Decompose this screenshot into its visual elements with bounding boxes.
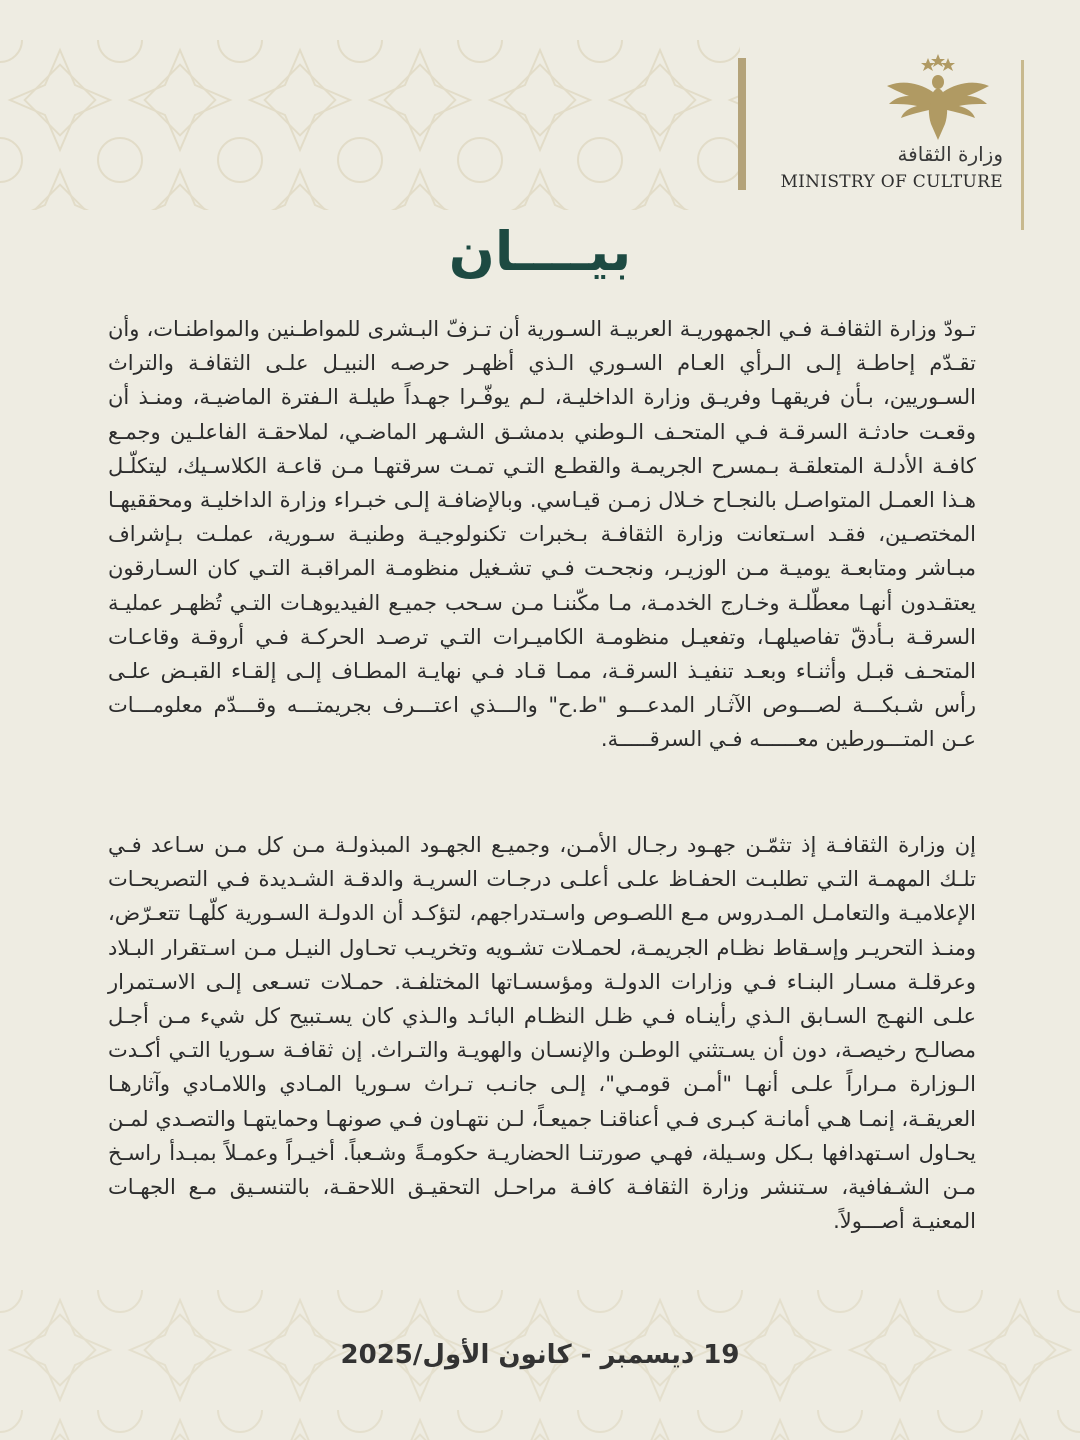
eagle-emblem-icon [883, 52, 993, 142]
gold-divider-line [1021, 60, 1024, 230]
statement-date: 19 ديسمبر - كانون الأول/2025 [340, 1340, 740, 1370]
gold-divider-bar [738, 58, 746, 190]
ministry-logo [780, 52, 1015, 202]
statement-paragraph-1: تـودّ وزارة الثقافـة فـي الجمهوريـة العربيـة السـورية أن تـزفّ البـشرى للمواطـنين والمواطنـات، وأن تقـدّم إحاطـة إلـى الـرأي العـام السـوري الـذي أظهـر حرصـه النبيـل علـى الثقافـة والتراث السـوريين، بـأن فريقهـا وفريـق وزارة الداخليـة، لـم يوفّـرا جهـداً طيلـة الـفترة الماضيـة، ومنـذ أن وقعـت حادثـة السرقـة فـي المتحـف الـوطني بدمشـق الشـهر الماضـي، لملاحقـة الفاعلـين وجمـع كافـة الأدلـة المتعلقـة بـمسرح الجريمـة والقطـع التـي تمـت سرقتهـا مـن قاعـة الكلاسـيك، ليتكلّـل هـذا العمـل المتواصـل بالنجـاح خـلال زمـن قيـاسي. وبالإضافـة إلـى خبـراء وزارة الداخليـة ومحققيهـا المختصـين، فقـد اسـتعانت وزارة الثقافـة بـخبرات تكنولوجيـة وطنيـة سـورية، عملـت بـإشراف مبـاشر ومتابعـة يوميـة مـن الوزيـر، ونجحـت فـي تشـغيل منظومـة المراقبـة التـي كان السـارقون يعتقـدون أنهـا معطّلـة وخـارج الخدمـة، مـا مكّننـا مـن سـحب جميـع الفيديوهـات التـي تُظهـر عمليـة السرقـة بـأدقّ تفاصيلهـا، وتفعيـل منظومـة الكاميـرات التـي ترصـد الحركـة فـي أروقـة وقاعـات المتحـف قبـل وأثنـاء وبعـد تنفيـذ السرقـة، ممـا قـاد فـي نهايـة المطـاف إلـى إلقـاء القبـض علـى رأس شـبكـــة لصـــوص الآثـار المدعـــو "ط.ح" والـــذي اعتـــرف بجريمتـــه وقـــدّم معلومـــات عـن المتـــورطين معــــــه فـي السرقـــــة. [108, 317, 976, 752]
statement-paragraph-2: إن وزارة الثقافـة إذ تثمّـن جهـود رجـال الأمـن، وجميـع الجهـود المبذولـة مـن كل مـن سـاعد فـي تلـك المهمـة التـي تطلبـت الحفـاظ علـى أعلـى درجـات السريـة والدقـة الشـديدة فـي التصريحـات الإعلاميـة والتعامـل المـدروس مـع اللصـوص واسـتدراجهم، لتؤكـد أن الدولـة السـورية كلّهـا تتعـرّض، ومنـذ التحريـر وإسـقاط نظـام الجريمـة، لحمـلات تشـويه وتخريـب تحـاول النيـل مـن اسـتقرار البـلاد وعرقلـة مسـار البنـاء فـي وزارات الدولـة ومؤسسـاتها المختلفـة. حمـلات تسـعى إلـى الاسـتمرار علـى النهـج السـابق الـذي رأينـاه فـي ظـل النظـام البائـد والـذي كان يسـتبيح كل شيء مـن أجـل مصالـح رخيصـة، دون أن يسـتثني الوطـن والإنسـان والهويـة والتـراث. إن ثقافـة سـوريا التـي أكـدت الـوزارة مـراراً علـى أنهـا "أمـن قومـي"، إلـى جانـب تـراث سـوريا المـادي واللامـادي وآثارهـا العريقـة، إنمـا هـي أمانـة كبـرى فـي أعناقنـا جميعـاً، لـن نتهـاون فـي صونهـا وحمايتهـا والتصـدي لمـن يحـاول اسـتهدافها بـكل وسـيلة، فهـي صورتنـا الحضاريـة حكومـةً وشـعباً. أخيـراً وعمـلاً بمبـدأ راسـخ مـن الشـفافية، سـتنشر وزارة الثقافـة كافـة مراحـل التحقيـق اللاحقـة، بالتنسـيق مـع الجهـات المعنيـة أصـــولاً. [108, 833, 976, 1234]
islamic-pattern-decoration [0, 40, 740, 210]
statement-title: بيــــان [448, 220, 632, 283]
logo-english-name: MINISTRY OF CULTURE [780, 172, 1003, 192]
logo-arabic-name: وزارة الثقافة [897, 142, 1003, 166]
